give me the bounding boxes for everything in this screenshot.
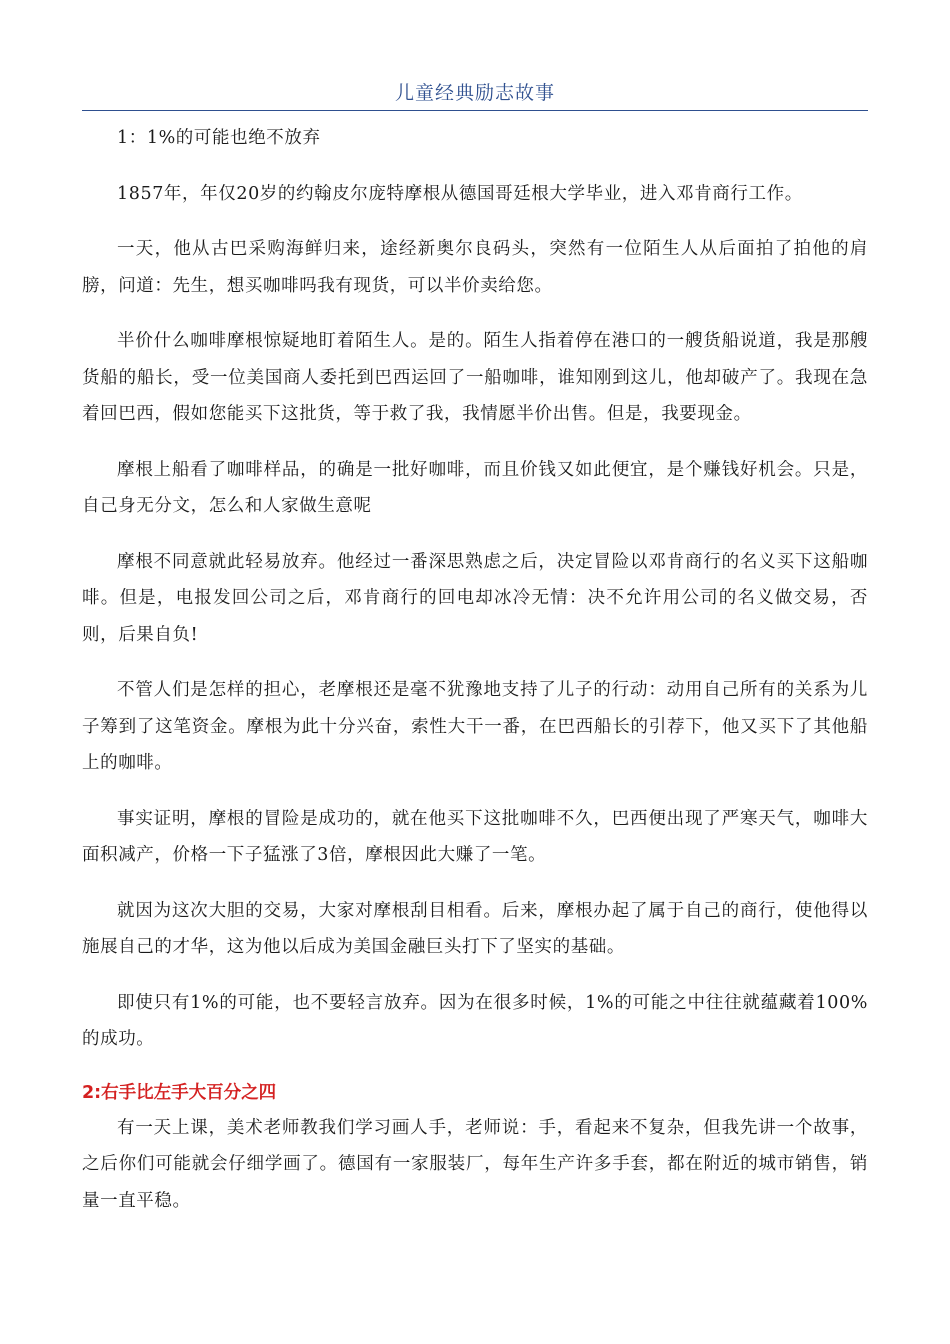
story1-paragraph-8: 就因为这次大胆的交易，大家对摩根刮目相看。后来，摩根办起了属于自己的商行，使他得以施展自己的才华，这为他以后成为美国金融巨头打下了坚实的基础。 bbox=[82, 900, 868, 957]
story1-heading: 1：1%的可能也绝不放弃 bbox=[117, 128, 321, 148]
story1-paragraph-3: 半价什么咖啡摩根惊疑地盯着陌生人。是的。陌生人指着停在港口的一艘货船说道，我是那艘货船的船长，受一位美国商人委托到巴西运回了一船咖啡，谁知刚到这儿，他却破产了。我现在急着回巴西，假如您能买下这批货，等于救了我，我情愿半价出售。但是，我要现金。 bbox=[82, 331, 868, 424]
story2-heading: 2:右手比左手大百分之四 bbox=[82, 1082, 277, 1103]
story1-paragraph-9: 即使只有1%的可能，也不要轻言放弃。因为在很多时候，1%的可能之中往往就蕴藏着100%的成功。 bbox=[82, 992, 868, 1049]
story1-paragraph-5: 摩根不同意就此轻易放弃。他经过一番深思熟虑之后，决定冒险以邓肯商行的名义买下这船咖啡。但是，电报发回公司之后，邓肯商行的回电却冰冷无情：决不允许用公司的名义做交易，否则，后果自负! bbox=[82, 551, 868, 645]
title-underline bbox=[82, 110, 868, 111]
story1-paragraph-4: 摩根上船看了咖啡样品，的确是一批好咖啡，而且价钱又如此便宜，是个赚钱好机会。只是，自己身无分文，怎么和人家做生意呢 bbox=[82, 459, 868, 516]
story2-paragraph-1: 有一天上课，美术老师教我们学习画人手，老师说：手，看起来不复杂，但我先讲一个故事，之后你们可能就会仔细学画了。德国有一家服装厂，每年生产许多手套，都在附近的城市销售，销量一直平稳。 bbox=[82, 1117, 868, 1211]
document-body bbox=[82, 117, 868, 1219]
story1-paragraph-2: 一天，他从古巴采购海鲜归来，途经新奥尔良码头，突然有一位陌生人从后面拍了拍他的肩膀，问道：先生，想买咖啡吗我有现货，可以半价卖给您。 bbox=[82, 239, 868, 296]
page-title: 儿童经典励志故事 bbox=[394, 82, 555, 104]
story1-paragraph-6: 不管人们是怎样的担心，老摩根还是毫不犹豫地支持了儿子的行动：动用自己所有的关系为儿子筹到了这笔资金。摩根为此十分兴奋，索性大干一番，在巴西船长的引荐下，他又买下了其他船上的咖啡。 bbox=[82, 680, 868, 773]
story1-paragraph-1: 1857年，年仅20岁的约翰皮尔庞特摩根从德国哥廷根大学毕业，进入邓肯商行工作。 bbox=[117, 183, 803, 204]
story1-paragraph-7: 事实证明，摩根的冒险是成功的，就在他买下这批咖啡不久，巴西便出现了严寒天气，咖啡大面积减产，价格一下子猛涨了3倍，摩根因此大赚了一笔。 bbox=[82, 808, 868, 865]
